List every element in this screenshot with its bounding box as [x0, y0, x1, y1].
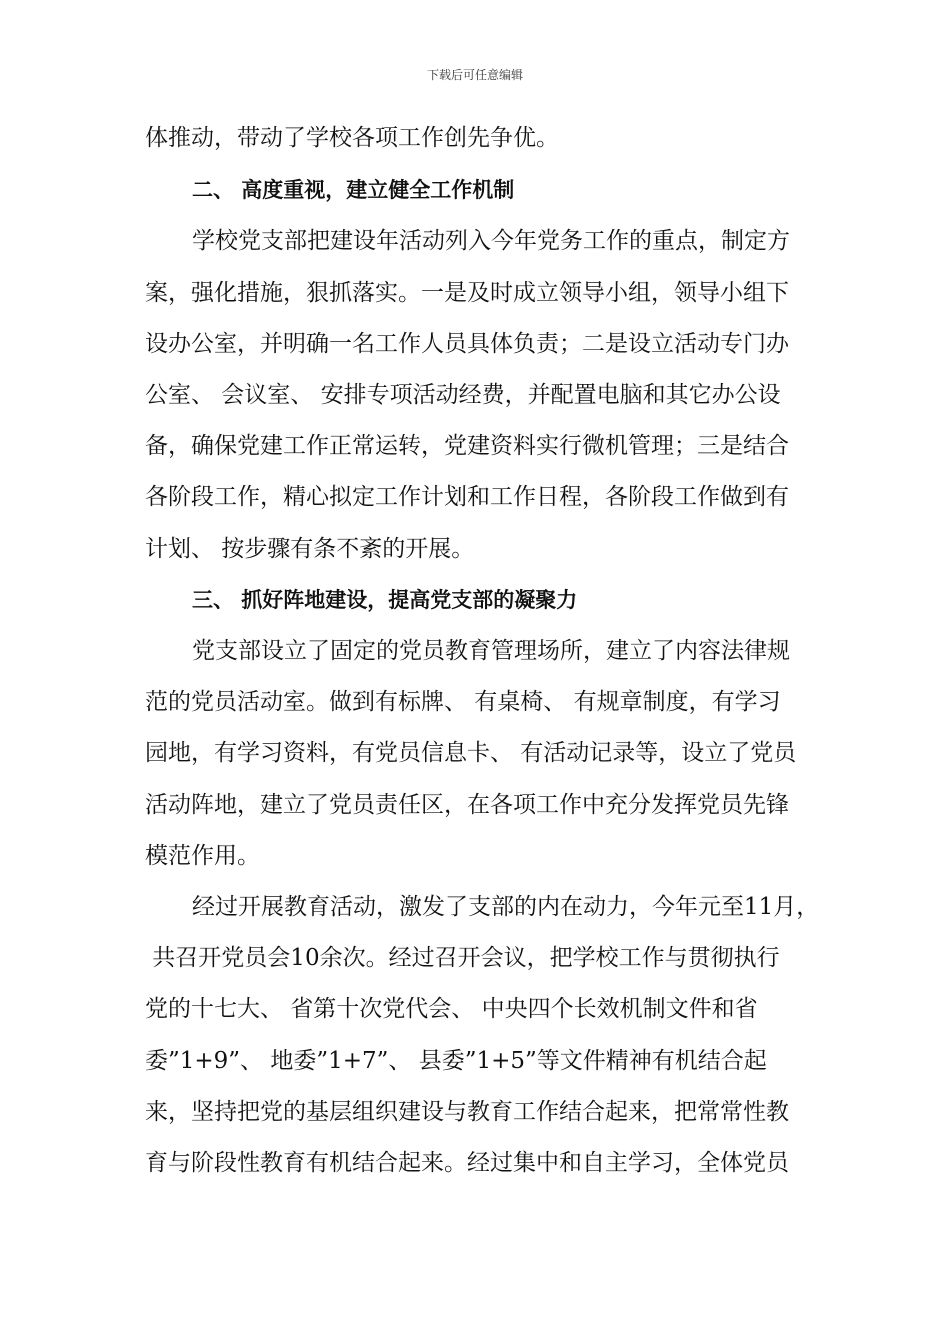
paragraph-line: 学校党支部把建设年活动列入今年党务工作的重点，制定方	[192, 228, 790, 254]
paragraph-line: 育与阶段性教育有机结合起来。经过集中和自主学习，全体党员	[145, 1150, 789, 1176]
paragraph-line: 备，确保党建工作正常运转，党建资料实行微机管理；三是结合	[145, 433, 789, 459]
section-heading-3: 三、 抓好阵地建设，提高党支部的凝聚力	[192, 588, 578, 612]
paragraph-line: 体推动，带动了学校各项工作创先争优。	[145, 125, 559, 151]
paragraph-line: 来，坚持把党的基层组织建设与教育工作结合起来，把常常性教	[145, 1099, 789, 1125]
paragraph-line: 园地，有学习资料，有党员信息卡、 有活动记录等，设立了党员	[145, 740, 797, 766]
paragraph-line: 共召开党员会10余次。经过召开会议，把学校工作与贯彻执行	[145, 945, 780, 971]
paragraph-line: 经过开展教育活动，激发了支部的内在动力，今年元至11月，	[192, 894, 820, 920]
paragraph-line: 计划、 按步骤有条不紊的开展。	[145, 536, 475, 562]
paragraph-line: 党支部设立了固定的党员教育管理场所，建立了内容法律规	[192, 638, 790, 664]
paragraph-line: 设办公室，并明确一名工作人员具体负责；二是设立活动专门办	[145, 331, 789, 357]
section-heading-2: 二、 高度重视，建立健全工作机制	[192, 178, 515, 202]
paragraph-line: 公室、 会议室、 安排专项活动经费，并配置电脑和其它办公设	[145, 382, 781, 408]
page-header: 下载后可任意编辑	[426, 68, 523, 82]
paragraph-line: 案，强化措施，狠抓落实。一是及时成立领导小组，领导小组下	[145, 280, 789, 306]
paragraph-line: 模范作用。	[145, 843, 260, 869]
paragraph-line: 各阶段工作，精心拟定工作计划和工作日程，各阶段工作做到有	[145, 484, 789, 510]
paragraph-line: 党的十七大、 省第十次党代会、 中央四个长效机制文件和省	[145, 996, 758, 1022]
paragraph-line: 活动阵地，建立了党员责任区，在各项工作中充分发挥党员先锋	[145, 792, 789, 818]
paragraph-line: 范的党员活动室。做到有标牌、 有桌椅、 有规章制度，有学习	[145, 689, 781, 715]
paragraph-line: 委”1+9”、 地委”1+7”、 县委”1+5”等文件精神有机结合起	[145, 1048, 767, 1074]
